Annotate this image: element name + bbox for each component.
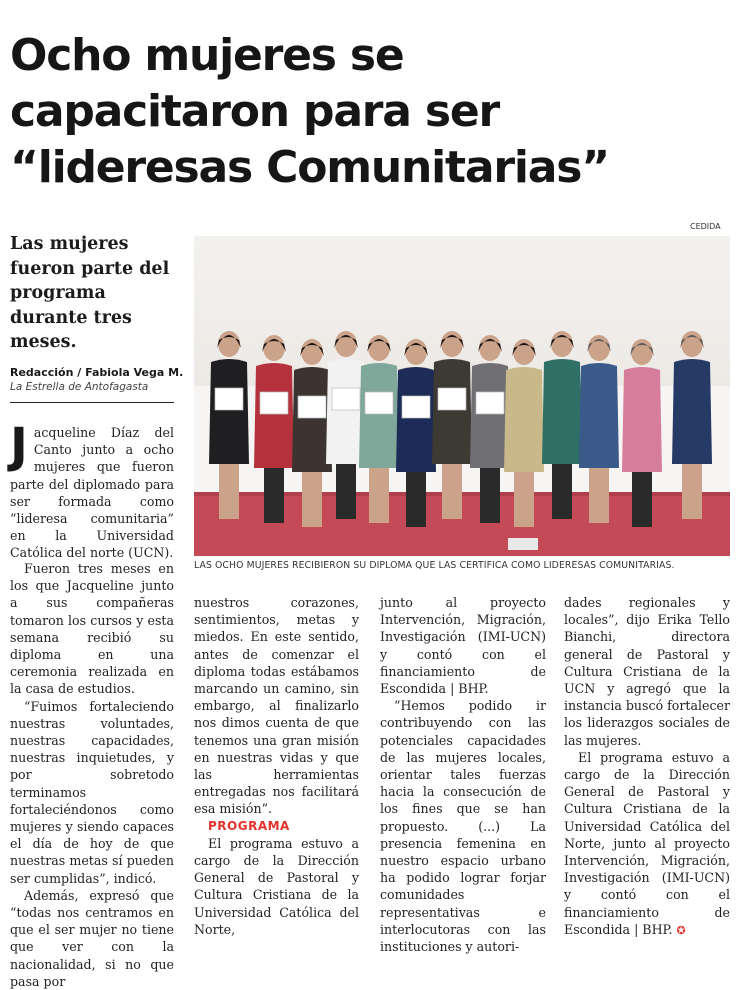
paragraph-10 <box>564 749 730 939</box>
deck: Las mujeres fueron parte del programa durante tres meses. <box>10 234 170 352</box>
article-column-2 <box>194 594 359 938</box>
photo-credit: CEDIDA <box>690 222 721 231</box>
paragraph-5: nuestros corazones, sentimientos, metas y miedos. En este sentido, antes de comenzar el diploma todas estábamos marcando un camino, sin embargo, al finalizarlo nos dimos cuenta de que tenemos una gran misión en nuestras vidas y que las herramientas entregadas nos facilitará esa misión”. <box>194 595 359 817</box>
end-mark-icon: ✪ <box>676 923 686 937</box>
section-heading: PROGRAMA <box>208 818 290 833</box>
headline-line-2: capacitaron para ser <box>10 86 500 137</box>
paragraph-2: Fueron tres meses en los que Jacqueline junto a sus compañeras tomaron los cursos y esta semana recibió su diploma en una ceremonia realizada en la casa de estudios. <box>10 561 174 697</box>
paragraph-4: Además, expresó que “todas nos centramos en que el ser mujer no tiene que ver con la nacionalidad, si no que pasa por <box>10 887 174 989</box>
paragraph-10-text: El programa estuvo a cargo de la Dirección General de Pastoral y Cultura Cristiana de la Universidad Católica del Norte, junto al proyecto Intervención, Migración, Investigación (IMI-UCN) y contó con el financiamiento de Escondida | BHP. <box>564 749 730 937</box>
photo-caption: LAS OCHO MUJERES RECIBIERON SU DIPLOMA QUE LAS CERTIFICA COMO LIDERESAS COMUNITARIAS. <box>194 560 675 571</box>
group-photo-illustration <box>194 236 730 556</box>
headline-line-1: Ocho mujeres se <box>10 30 404 81</box>
paragraph-9: dades regionales y locales”, dijo Erika Tello Bianchi, directora general de Pastoral y Cultura Cristiana de la UCN y agregó que la instancia buscó fortalecer los liderazgos sociales de las mujeres. <box>564 595 730 748</box>
paragraph-8: “Hemos podido ir contribuyendo con las potenciales capacidades de las mujeres locales, orientar tales fuerzas hacia la consecución de los fines que se han propuesto. (...) La presencia femenina en nuestro espacio urbano ha podido lograr forjar comunidades representativas e interlocutoras con las instituciones y autori- <box>380 698 546 955</box>
article-column-1 <box>10 418 174 562</box>
paragraph-7: junto al proyecto Intervención, Migración, Investigación (IMI-UCN) y contó con el financiamiento de Escondida | BHP. <box>380 595 546 697</box>
article-column-3 <box>380 594 546 955</box>
byline-author: Redacción / Fabiola Vega M. <box>10 366 184 379</box>
article-column-1-continued <box>10 560 174 990</box>
byline-divider <box>10 402 174 403</box>
article-column-4 <box>564 594 730 939</box>
headline-line-3: “lideresas Comunitarias” <box>10 142 609 193</box>
paragraph-6: El programa estuvo a cargo de la Dirección General de Pastoral y Cultura Cristiana de la Universidad Católica del Norte, <box>194 835 359 937</box>
paragraph-3: “Fuimos fortaleciendo nuestras voluntades, nuestras capacidades, nuestras inquietudes, y por sobretodo terminamos fortaleciéndonos como mujeres y siendo capaces el día de hoy de que nuestras metas sí pueden ser cumplidas”, indicó. <box>10 698 174 886</box>
byline-publication: La Estrella de Antofagasta <box>10 381 149 393</box>
headline <box>10 28 730 196</box>
byline <box>10 366 185 394</box>
paragraph-1: acqueline Díaz del Canto junto a ocho mujeres que fueron parte del diplomado para ser formada como “lideresa comunitaria” en la Universidad Católica del norte (UCN). <box>10 425 174 561</box>
dropcap: J <box>10 418 28 474</box>
group-photo <box>194 236 730 556</box>
